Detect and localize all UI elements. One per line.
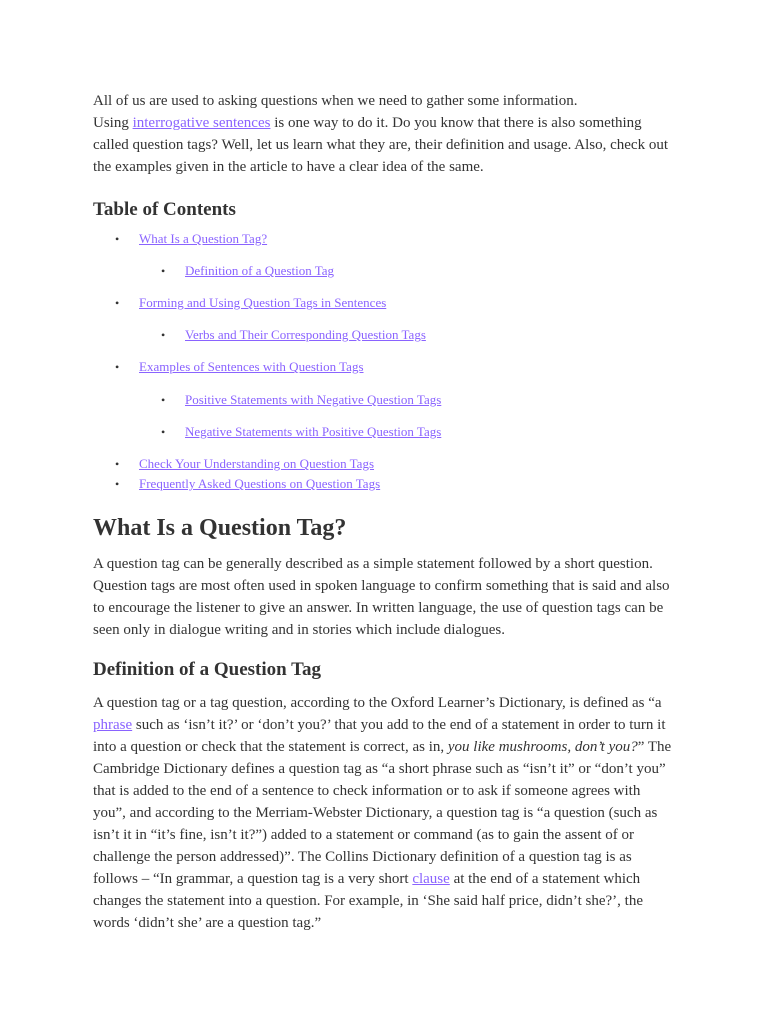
what-is-paragraph: A question tag can be generally described as a simple statement followed by a short question. Question tags are most often used in spoken language to confirm something that is said and also to encourage the listener to give an answer. In written language, the use of question tags can be seen only in dialogue writing and in stories which include dialogues. (93, 556, 670, 638)
toc-link-check[interactable]: Check Your Understanding on Question Tags (139, 456, 375, 471)
toc-title: Table of Contents (93, 199, 236, 220)
toc-item (93, 262, 675, 280)
toc-link-faq[interactable]: Frequently Asked Questions on Question Tags (139, 476, 381, 491)
bullet-icon: • (115, 360, 120, 374)
toc-item (93, 294, 675, 312)
bullet-icon: • (161, 393, 166, 407)
bullet-icon: • (161, 328, 166, 342)
definition-text-2: such as ‘isn’t it?’ or ‘don’t you?’ that you add to the end of a statement in order to turn it into a question or check that the statement is correct, as in, (93, 717, 666, 755)
definition-text-1: A question tag or a tag question, according to the Oxford Learner’s Dictionary, is defined as “a (93, 695, 662, 711)
toc-item (93, 326, 675, 344)
intro-line-1: All of us are used to asking questions when we need to gather some information. (93, 93, 578, 109)
bullet-icon: • (115, 457, 120, 471)
toc-link-what-is[interactable]: What Is a Question Tag? (139, 231, 268, 246)
toc-link-definition[interactable]: Definition of a Question Tag (185, 263, 335, 278)
bullet-icon: • (115, 232, 120, 246)
bullet-icon: • (115, 477, 120, 491)
toc-link-verbs[interactable]: Verbs and Their Corresponding Question Tags (185, 327, 426, 342)
toc-link-examples[interactable]: Examples of Sentences with Question Tags (139, 359, 364, 374)
toc-link-forming[interactable]: Forming and Using Question Tags in Sentences (139, 295, 387, 310)
intro-paragraph (93, 90, 675, 178)
toc-item (93, 358, 675, 376)
toc-item (93, 423, 675, 441)
toc-link-negative[interactable]: Negative Statements with Positive Question Tags (185, 424, 442, 439)
definition-paragraph (93, 692, 675, 934)
definition-text-3: ” The Cambridge Dictionary defines a question tag as “a short phrase such as “isn’t it” or “don’t you” that is added to the end of a sentence to check information or to ask if someone agrees with you”, and according to the Merriam-Webster Dictionary, a question tag is “a question (such as isn’t it in “it’s fine, isn’t it?”) added to a statement or command (as to gain the assent of or challenge the person addressed)”. The Collins Dictionary definition of a question tag is as follows – “In grammar, a question tag is a very short (93, 739, 672, 887)
intro-using: Using (93, 115, 133, 131)
clause-link[interactable]: clause (412, 871, 450, 887)
definition-example: you like mushrooms, don’t you? (447, 739, 638, 755)
intro-rest: is one way to do it. Do you know that there is also something called question tags? Well, let us learn what they are, their definition and usage. Also, check out the examples given in the article to have a clear idea of the same. (93, 115, 669, 175)
toc-item (93, 475, 675, 493)
definition-text-4: at the end of a statement which changes the statement into a question. For example, in ‘She said half price, didn’t she?’, the words ‘didn’t she’ are a question tag.” (93, 871, 643, 931)
interrogative-sentences-link[interactable]: interrogative sentences (132, 115, 271, 131)
toc-item (93, 230, 675, 248)
phrase-link[interactable]: phrase (93, 717, 133, 733)
section-heading-what-is: What Is a Question Tag? (93, 515, 347, 541)
bullet-icon: • (161, 264, 166, 278)
toc-item (93, 455, 675, 473)
bullet-icon: • (161, 425, 166, 439)
table-of-contents (93, 230, 675, 493)
section-heading-definition: Definition of a Question Tag (93, 659, 322, 680)
bullet-icon: • (115, 296, 120, 310)
toc-link-positive[interactable]: Positive Statements with Negative Question Tags (185, 392, 442, 407)
toc-item (93, 391, 675, 409)
